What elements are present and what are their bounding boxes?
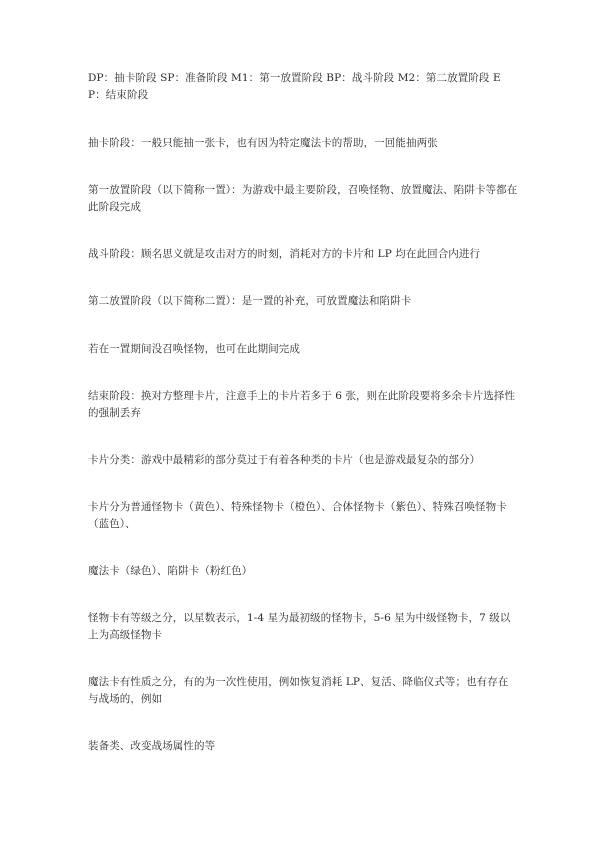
paragraph-card-categories: 卡片分类：游戏中最精彩的部分莫过于有着各种类的卡片（也是游戏最复杂的部分） [88,454,481,466]
paragraph-spell-trap-types: 魔法卡（绿色）、陷阱卡（粉红色） [88,565,253,577]
paragraph-battle-phase: 战斗阶段：顾名思义就是攻击对方的时刻，消耗对方的卡片和 LP 均在此回合内进行 [88,248,481,260]
paragraph-draw-phase: 抽卡阶段：一般只能抽一张卡，也有因为特定魔法卡的帮助，一回能抽两张 [88,137,438,149]
paragraph-monster-levels: 怪物卡有等级之分，以星数表示，1-4 星为最初级的怪物卡，5-6 星为中级怪物卡，7 级以上为高级怪物卡 [88,612,511,641]
paragraph-equipment-field: 装备类、改变战场属性的等 [88,740,216,752]
paragraph-phase-abbreviations: DP：抽卡阶段 SP：准备阶段 M1：第一放置阶段 BP：战斗阶段 M2：第二放置阶段 EP：结束阶段 [88,72,501,101]
paragraph-summon-note: 若在一置期间没召唤怪物，也可在此期间完成 [88,343,300,355]
paragraph-main-phase-2: 第二放置阶段（以下简称二置）：是一置的补充，可放置魔法和陷阱卡 [88,295,412,307]
paragraph-spell-properties: 魔法卡有性质之分，有的为一次性使用，例如恢复消耗 LP、复活、降临仪式等；也有存在与战场的，例如 [88,676,509,705]
paragraph-main-phase-1: 第一放置阶段（以下简称一置）：为游戏中最主要阶段，召唤怪物、放置魔法、陷阱卡等都在此阶段完成 [88,184,518,213]
paragraph-end-phase: 结束阶段：换对方整理卡片，注意手上的卡片若多于 6 张，则在此阶段要将多余卡片选择性的强制丢弃 [88,390,516,419]
paragraph-monster-card-types: 卡片分为普通怪物卡（黄色）、特殊怪物卡（橙色）、合体怪物卡（紫色）、特殊召唤怪物卡（蓝色）、 [88,501,507,530]
